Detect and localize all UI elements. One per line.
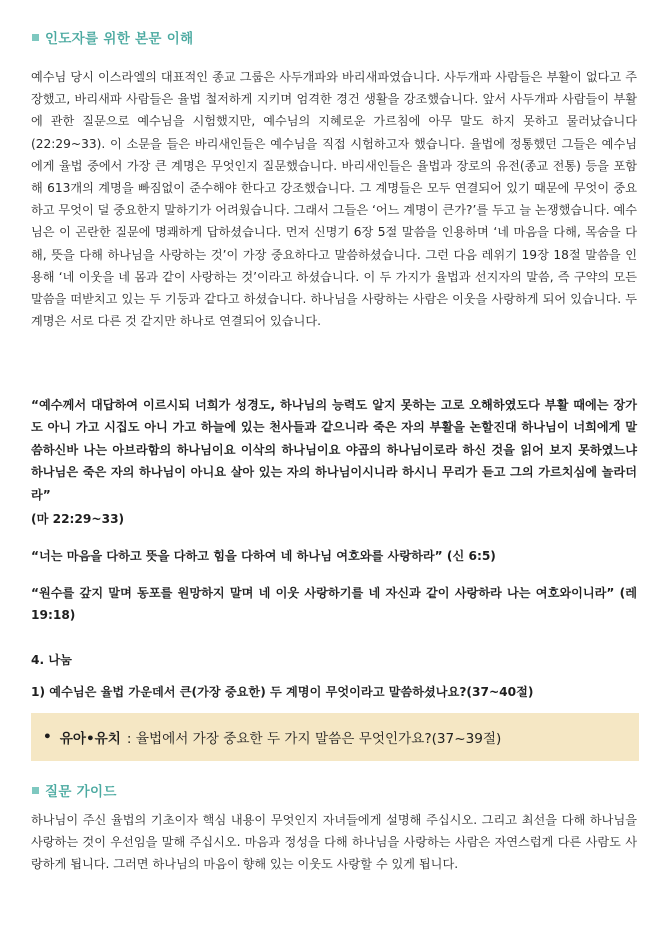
kids-question: : 율법에서 가장 중요한 두 가지 말씀은 무엇인가요?(37~39절) xyxy=(126,731,502,747)
section-title: 인도자를 위한 본문 이해 xyxy=(45,31,194,47)
scripture-reference: (마 22:29~33) xyxy=(31,512,125,526)
kids-label: 유아•유치 xyxy=(59,731,121,747)
bullet-icon: • xyxy=(43,729,52,745)
body-paragraph: 하나님이 주신 율법의 기초이자 핵심 내용이 무엇인지 자녀들에게 설명해 주십시오. 그리고 최선을 다해 하나님을 사랑하는 것이 우선임을 말해 주십시오. 마음과 정성을 다해 하나님을 사랑하는 사람은 자연스럽게 다른 사람도 사랑하게 됩니다. 그러면 하나님의 마음이 향해 있는 이웃도 사랑할 수 있게 됩니다. xyxy=(31,813,637,872)
section-heading-guide xyxy=(32,780,117,800)
scripture-quote: “너는 마음을 다하고 뜻을 다하고 힘을 다하여 네 하나님 여호와를 사랑하라” (신 6:5) xyxy=(31,549,496,563)
square-bullet-icon xyxy=(32,787,39,794)
scripture-quote: “예수께서 대답하여 이르시되 너희가 성경도, 하나님의 능력도 알지 못하는 고로 오해하였도다 부활 때에는 장가도 아니 가고 시집도 아니 가고 하늘에 있는 천사들과 같으니라 죽은 자의 부활을 논할진대 하나님이 너희에게 말씀하신바 나는 아브라함의 하나님이요 이삭의 하나님이요 야곱의 하나님이로라 하신 것을 읽어 보지 못하였느냐 하나님은 죽은 자의 하나님이 아니요 살아 있는 자의 하나님이시니라 하시니 무리가 듣고 그의 가르치심에 놀라더라” xyxy=(31,398,637,502)
section-number-title: 4. 나눔 xyxy=(31,653,72,667)
discussion-question: 1) 예수님은 율법 가운데서 큰(가장 중요한) 두 계명이 무엇이라고 말씀하셨나요?(37~40절) xyxy=(31,685,534,699)
kids-question-box xyxy=(31,713,639,761)
square-bullet-icon xyxy=(32,34,39,41)
scripture-quote: “원수를 갚지 말며 동포를 원망하지 말며 네 이웃 사랑하기를 네 자신과 같이 사랑하라 나는 여호와이니라” (레 19:18) xyxy=(31,586,637,623)
section-title: 질문 가이드 xyxy=(45,784,117,800)
body-paragraph: 예수님 당시 이스라엘의 대표적인 종교 그룹은 사두개파와 바리새파였습니다. 사두개파 사람들은 부활이 없다고 주장했고, 바리새파 사람들은 율법 철저하게 지키며 엄격한 경건 생활을 강조했습니다. 앞서 사두개파 사람들이 부활에 관한 질문으로 예수님을 시험했지만, 예수님의 지혜로운 가르침에 아무 말도 하지 못하고 물러났습니다(22:29~33). 이 소문을 들은 바리새인들은 예수님을 직접 시험하고자 했습니다. 율법에 정통했던 그들은 예수님에게 율법 중에서 가장 큰 계명은 무엇인지 질문했습니다. 바리새인들은 율법과 장로의 유전(종교 전통) 등을 포함해 613개의 계명을 빠짐없이 준수해야 한다고 강조했습니다. 그 계명들은 모두 연결되어 있기 때문에 무엇이 중요하고 무엇이 덜 중요한지 말하기가 어려웠습니다. 그래서 그들은 ‘어느 계명이 큰가?’를 두고 늘 논쟁했습니다. 예수님은 이 곤란한 질문에 명쾌하게 답하셨습니다. 먼저 신명기 6장 5절 말씀을 인용하며 ‘네 마음을 다해, 목숨을 다해, 뜻을 다해 하나님을 사랑하는 것’이 가장 중요하다고 말씀하셨습니다. 그런 다음 레위기 19장 18절 말씀을 인용해 ‘네 이웃을 네 몸과 같이 사랑하는 것’이라고 하셨습니다. 이 두 가지가 율법과 선지자의 말씀, 즉 구약의 모든 말씀을 떠받치고 있는 두 기둥과 같다고 하셨습니다. 하나님을 사랑하는 사람은 이웃을 사랑하게 되어 있습니다. 두 계명은 서로 다른 것 같지만 하나로 연결되어 있습니다. xyxy=(31,70,637,329)
section-heading-leader xyxy=(32,27,193,47)
